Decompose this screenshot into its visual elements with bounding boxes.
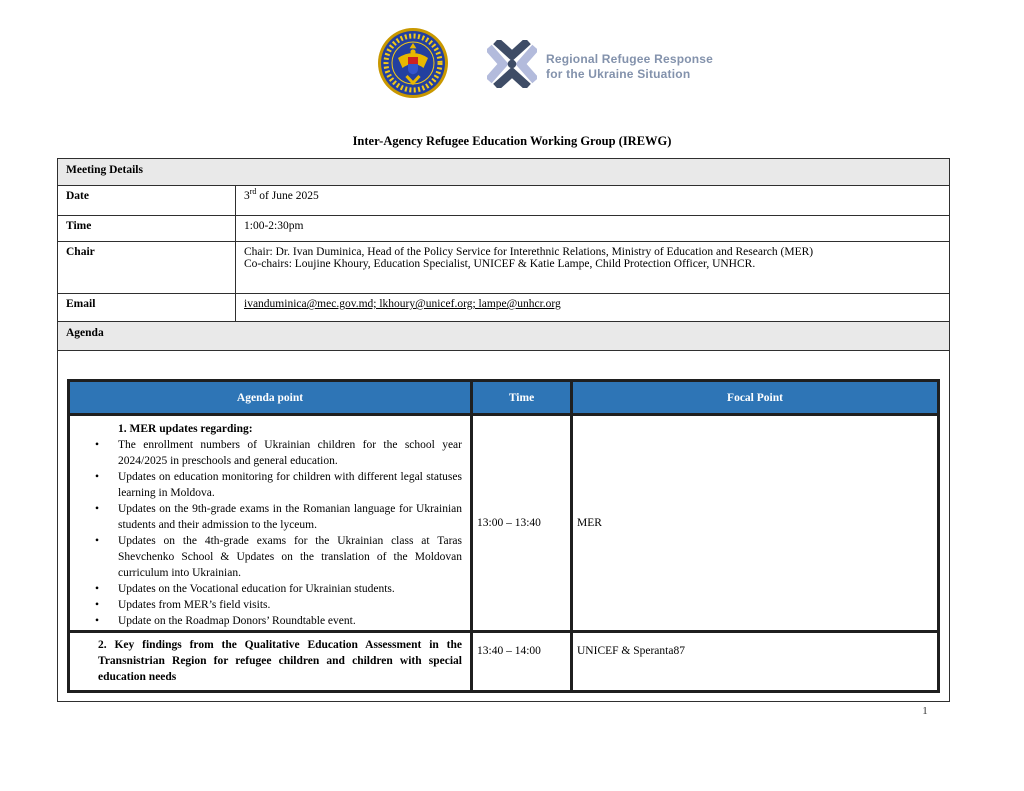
date-ordinal: rd — [249, 187, 257, 197]
email-label: Email — [58, 294, 236, 321]
date-label: Date — [58, 186, 236, 215]
email-links[interactable]: ivanduminica@mec.gov.md; lkhoury@unicef.org; lampe@unhcr.org — [244, 298, 561, 310]
time-value: 1:00-2:30pm — [244, 220, 304, 232]
agenda-row-1 — [70, 416, 937, 633]
regional-refugee-response-logo — [487, 40, 713, 93]
email-row — [58, 293, 949, 321]
meeting-details-section-header — [58, 159, 949, 185]
chair-value — [236, 242, 949, 293]
document-title: Inter-Agency Refugee Education Working Group (IREWG) — [352, 134, 672, 148]
focal-point-cell-1: MER — [577, 517, 602, 529]
date-rest: of June 2025 — [256, 190, 319, 202]
column-header-agenda-point: Agenda point — [70, 382, 473, 413]
ministry-of-education-moldova-seal-icon — [377, 27, 449, 99]
agenda-item-1-heading: 1. MER updates regarding: — [118, 423, 253, 435]
refugee-response-x-icon — [487, 40, 537, 93]
chair-row — [58, 241, 949, 293]
time-row — [58, 215, 949, 241]
date-day: 3 — [244, 190, 250, 202]
agenda-title: Agenda — [58, 322, 949, 350]
bullet-item: • Updates on the 9th-grade exams in the Romanian language for Ukrainian students and their admission to the lyceum. — [70, 501, 462, 533]
logo-text-line1: Regional Refugee Response — [546, 51, 714, 66]
agenda-table-container — [58, 350, 949, 701]
column-header-time: Time — [473, 382, 573, 413]
agenda-table — [67, 379, 940, 693]
bullet-item: • Updates on education monitoring for children with different legal statuses learning in Moldova. — [70, 469, 462, 501]
page-number: 1 — [922, 705, 928, 717]
refugee-response-logo-text — [546, 52, 713, 82]
focal-point-cell-2: UNICEF & Speranta87 — [577, 645, 685, 657]
meeting-details-table — [57, 158, 950, 702]
bullet-item: • Updates on the 4th-grade exams for the Ukrainian class at Taras Shevchenko School & Updates on the translation of the Moldovan curriculum into Ukrainian. — [70, 533, 462, 581]
column-header-focal-point: Focal Point — [727, 391, 783, 404]
agenda-table-header-row — [70, 382, 937, 416]
bullet-item: • Updates on the Vocational education for Ukrainian students. — [70, 581, 462, 597]
agenda-row-2 — [70, 633, 937, 690]
date-value — [236, 186, 949, 215]
time-cell-2: 13:40 – 14:00 — [473, 633, 573, 690]
time-cell-1: 13:00 – 13:40 — [473, 416, 573, 630]
chair-label: Chair — [58, 242, 236, 293]
agenda-point-cell-2: 2. Key findings from the Qualitative Education Assessment in the Transnistrian Region for refugee children and children with special education needs — [70, 633, 473, 690]
date-row — [58, 185, 949, 215]
bullet-item: • Update on the Roadmap Donors’ Roundtable event. — [70, 613, 462, 629]
agenda-point-cell-1 — [70, 416, 473, 630]
time-label: Time — [58, 216, 236, 241]
chair-line: Chair: Dr. Ivan Duminica, Head of the Policy Service for Interethnic Relations, Ministry of Education and Research (MER) — [244, 246, 814, 258]
logo-text-line2: for the Ukraine Situation — [546, 66, 691, 81]
cochair-line: Co-chairs: Loujine Khoury, Education Specialist, UNICEF & Katie Lampe, Child Protection Officer, UNHCR. — [244, 258, 756, 270]
agenda-section-header — [58, 321, 949, 350]
bullet-item: • Updates from MER’s field visits. — [70, 597, 462, 613]
meeting-details-title: Meeting Details — [58, 159, 949, 185]
bullet-item: • The enrollment numbers of Ukrainian children for the school year 2024/2025 in preschools and general education. — [70, 437, 462, 469]
agenda-item-1-bullets — [70, 437, 462, 629]
